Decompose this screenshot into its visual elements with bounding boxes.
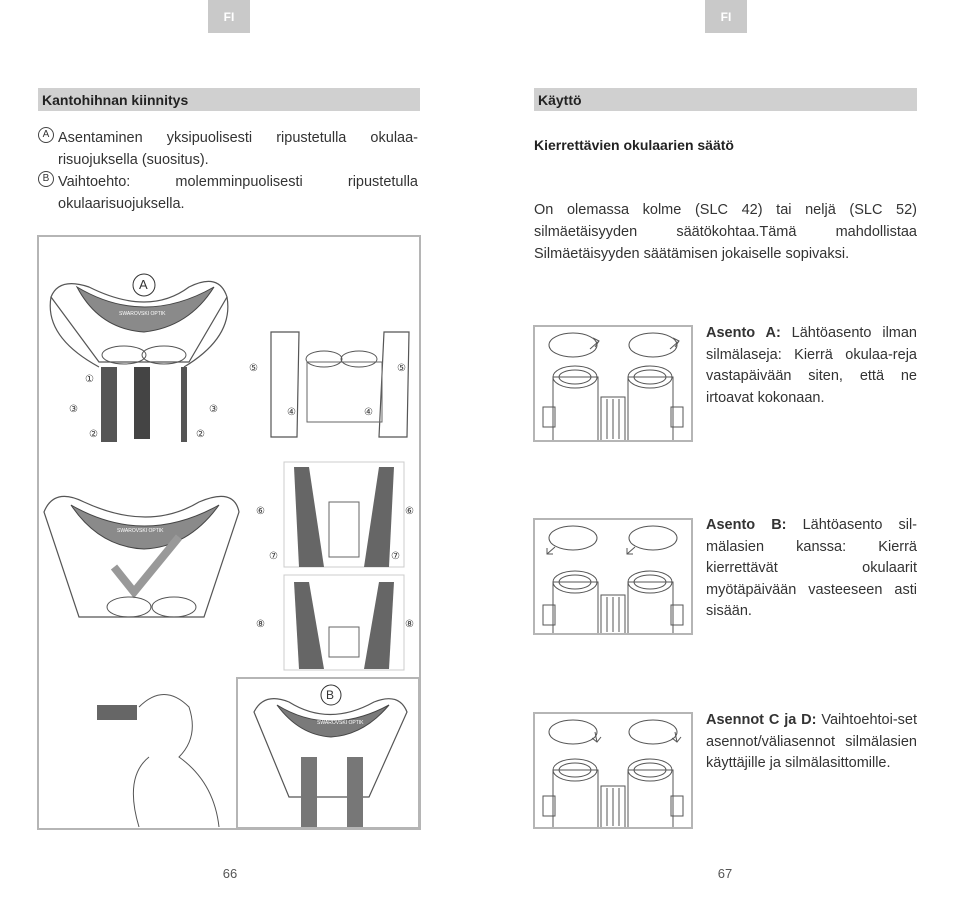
svg-text:⑧: ⑧ <box>405 619 414 630</box>
section-title-strap: Kantohihnan kiinnitys <box>38 88 420 111</box>
page-number-right: 67 <box>717 866 733 881</box>
svg-text:①: ① <box>85 374 94 385</box>
strap-brand-a: SWAROVSKI OPTIK <box>119 311 166 317</box>
position-a-desc: Lähtöasento ilman silmälaseja: Kierrä okulaa-reja vastapäivään siten, että ne irtoavat kokonaan. <box>706 325 917 406</box>
svg-text:⑤: ⑤ <box>249 363 258 374</box>
page-number-left: 66 <box>222 866 238 881</box>
bullet-b <box>38 171 420 215</box>
bullet-b-text: Vaihtoehto: molemminpuolisesti ripustetulla okulaarisuojuksella. <box>58 174 418 212</box>
bullet-a <box>38 127 420 171</box>
position-b-drawing <box>535 520 691 633</box>
svg-text:⑥: ⑥ <box>256 506 265 517</box>
language-tab-right: FI <box>705 0 747 33</box>
svg-text:④: ④ <box>364 407 373 418</box>
position-b-desc: Lähtöasento sil-mälasien kanssa: Kierrä kierrettävät okulaarit myötäpäivään vasteeseen asti sisään. <box>706 517 918 619</box>
language-tab-left: FI <box>208 0 250 33</box>
position-cd-label: Asennot C ja D: <box>706 712 817 728</box>
svg-text:③: ③ <box>209 404 218 415</box>
marker-a: A <box>38 127 54 143</box>
svg-text:②: ② <box>89 429 98 440</box>
svg-text:⑦: ⑦ <box>269 551 278 562</box>
panel-b-label: B <box>326 688 335 702</box>
position-b-image <box>533 518 693 635</box>
position-cd-image <box>533 712 693 829</box>
bullet-a-text: Asentaminen yksipuolisesti ripustetulla okulaa-risuojuksella (suositus). <box>58 130 418 168</box>
position-cd-drawing <box>535 714 691 827</box>
position-a-text <box>706 323 917 409</box>
panel-a-label: A <box>139 277 148 292</box>
position-a-image <box>533 325 693 442</box>
svg-text:⑥: ⑥ <box>405 506 414 517</box>
position-b-label: Asento B: <box>706 517 787 533</box>
strap-brand-b: SWAROVSKI OPTIK <box>317 720 364 726</box>
svg-text:②: ② <box>196 429 205 440</box>
strap-brand-check: SWAROVSKI OPTIK <box>117 528 164 534</box>
svg-text:⑦: ⑦ <box>391 551 400 562</box>
position-a-label: Asento A: <box>706 325 781 341</box>
section-title-usage: Käyttö <box>534 88 917 111</box>
marker-b: B <box>38 171 54 187</box>
strap-illustration-drawing <box>39 237 419 828</box>
svg-text:⑤: ⑤ <box>397 363 406 374</box>
svg-text:③: ③ <box>69 404 78 415</box>
svg-text:⑧: ⑧ <box>256 619 265 630</box>
position-b-text <box>706 515 917 623</box>
position-a-drawing <box>535 327 691 440</box>
position-cd-desc: Vaihtoehtoi-set asennot/väliasennot silmälasien käyttäjille ja silmälasittomille. <box>706 712 918 771</box>
position-cd-text <box>706 710 917 775</box>
eyepiece-subheading: Kierrettävien okulaarien säätö <box>534 137 734 153</box>
strap-illustration <box>37 235 421 830</box>
svg-text:④: ④ <box>287 407 296 418</box>
intro-paragraph: On olemassa kolme (SLC 42) tai neljä (SLC 52) silmäetäisyyden säätökohtaa.Tämä mahdollistaa Silmäetäisyyden säätämisen jokaiselle sopivaksi. <box>534 202 917 262</box>
